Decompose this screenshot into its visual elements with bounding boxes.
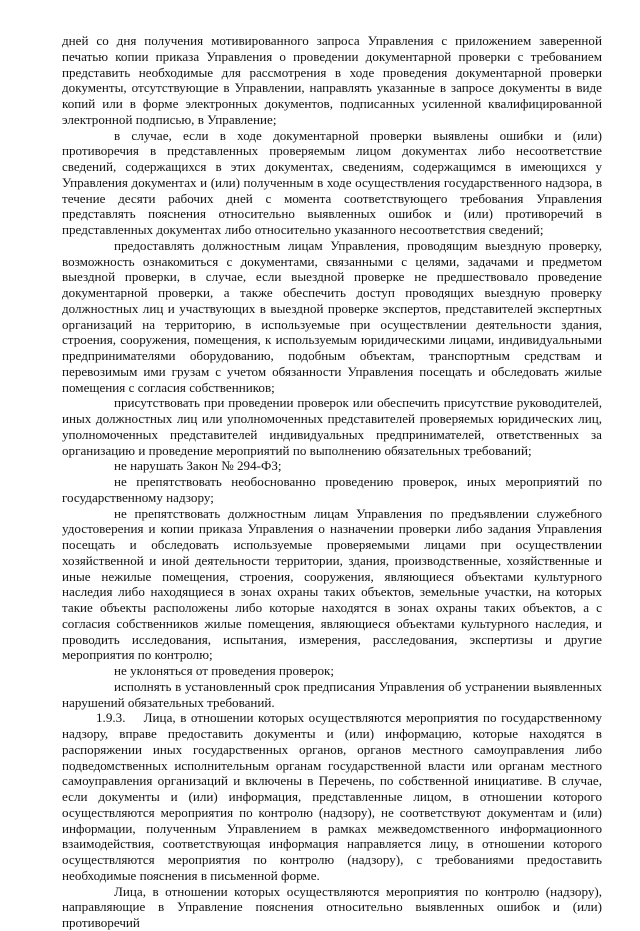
paragraph-be-present: присутствовать при проведении проверок или обеспечить присутствие руководителей, иных должностных лиц или уполномоченных представителей проверяемых юридических лиц, уполномоченных представителей индивидуальных предпринимателей, ответственных за организацию и проведение мероприятий по выполнению обязательных требований; [62,395,602,458]
paragraph-provide-access: предоставлять должностным лицам Управления, проводящим выездную проверку, возможность ознакомиться с документами, связанными с целями, задачами и предметом выездной проверки, в случае, если выездной проверке не предшествовало проведение документарной проверки, а также обеспечить доступ проводящих выездную проверку должностных лиц и участвующих в выездной проверке экспертов, представителей экспертных организаций на территорию, в используемые при осуществлении деятельности здания, строения, сооружения, помещения, к используемым юридическими лицами, индивидуальными предпринимателями оборудованию, подобным объектам, транспортным средствам и перевозимым ими грузам с учетом обязанности Управления посещать и обследовать жилые помещения с согласия собственников; [62,237,602,395]
paragraph-not-evade: не уклоняться от проведения проверок; [114,663,335,678]
paragraph-persons-explanations: Лица, в отношении которых осуществляются мероприятия по контролю (надзору), направляющие в Управление пояснения относительно выявленных ошибок и (или) противоречий [62,883,602,930]
paragraph-clause-1-9-3: 1.9.3. Лица, в отношении которых осуществляются мероприятия по государственному надзору, вправе предоставить документы и (или) информацию, которые находятся в распоряжении иных государственных органов, органов местного самоуправления либо подведомственных исполнительным органам государственной власти или органам местного самоуправления организаций и включены в Перечень, по собственной инициативе. В случае, если документы и (или) информация, представленные лицом, в отношении которого осуществляются мероприятия по контролю (надзору), не соответствуют документам и (или) информации, полученным Управлением в рамках межведомственного информационного взаимодействия, соответствующая информация направляется лицу, в отношении которого осуществляются мероприятия по контролю (надзору), с требованиями предоставить необходимые пояснения в письменной форме. [62,710,602,883]
paragraph-document-request: дней со дня получения мотивированного запроса Управления с приложением заверенной печатью копии приказа Управления о проведении документарной проверки с требованием представить необходимые для рассмотрения в ходе проведения документарной проверки документы, отсутствующие в Управлении, направлять указанные в запросе документы в виде копий или в форме электронных документов, подписанных усиленной квалифицированной электронной подписью, в Управление; [62,33,602,127]
paragraph-errors-explanations: в случае, если в ходе документарной проверки выявлены ошибки и (или) противоречия в представленных проверяемым лицом документах либо несоответствие сведений, содержащихся в этих документах, сведениям, содержащимся в имеющихся у Управления документах и (или) полученным в ходе осуществления государственного надзора, в течение десяти рабочих дней с момента соответствующего требования Управления представлять пояснения относительно выявленных ошибок и (или) противоречий в представленных документах либо относительно указанного несоответствия сведений; [62,127,602,237]
paragraph-execute-orders: исполнять в установленный срок предписания Управления об устранении выявленных нарушений обязательных требований. [62,678,602,710]
paragraph-not-obstruct-officials: не препятствовать должностным лицам Управления по предъявлении служебного удостоверения и копии приказа Управления о назначении проверки либо задания Управления посещать и обследовать используемые проверяемыми лицами при осуществлении хозяйственной и иной деятельности территории, здания, производственные, хозяйственные и иные нежилые помещения, строения, сооружения, являющиеся объектами культурного наследия либо находящиеся в зонах охраны таких объектов, земельные участки, на которых такие объекты расположены либо которые находятся в зонах охраны таких объектов, а с согласия собственников жилые помещения, являющиеся объектами культурного наследия, и проводить исследования, испытания, измерения, расследования, экспертизы и другие мероприятия по контролю; [62,505,602,663]
paragraph-law-294: не нарушать Закон № 294-ФЗ; [114,458,282,474]
paragraph-not-obstruct-inspections: не препятствовать необоснованно проведению проверок, иных мероприятий по государственному надзору; [62,474,602,505]
